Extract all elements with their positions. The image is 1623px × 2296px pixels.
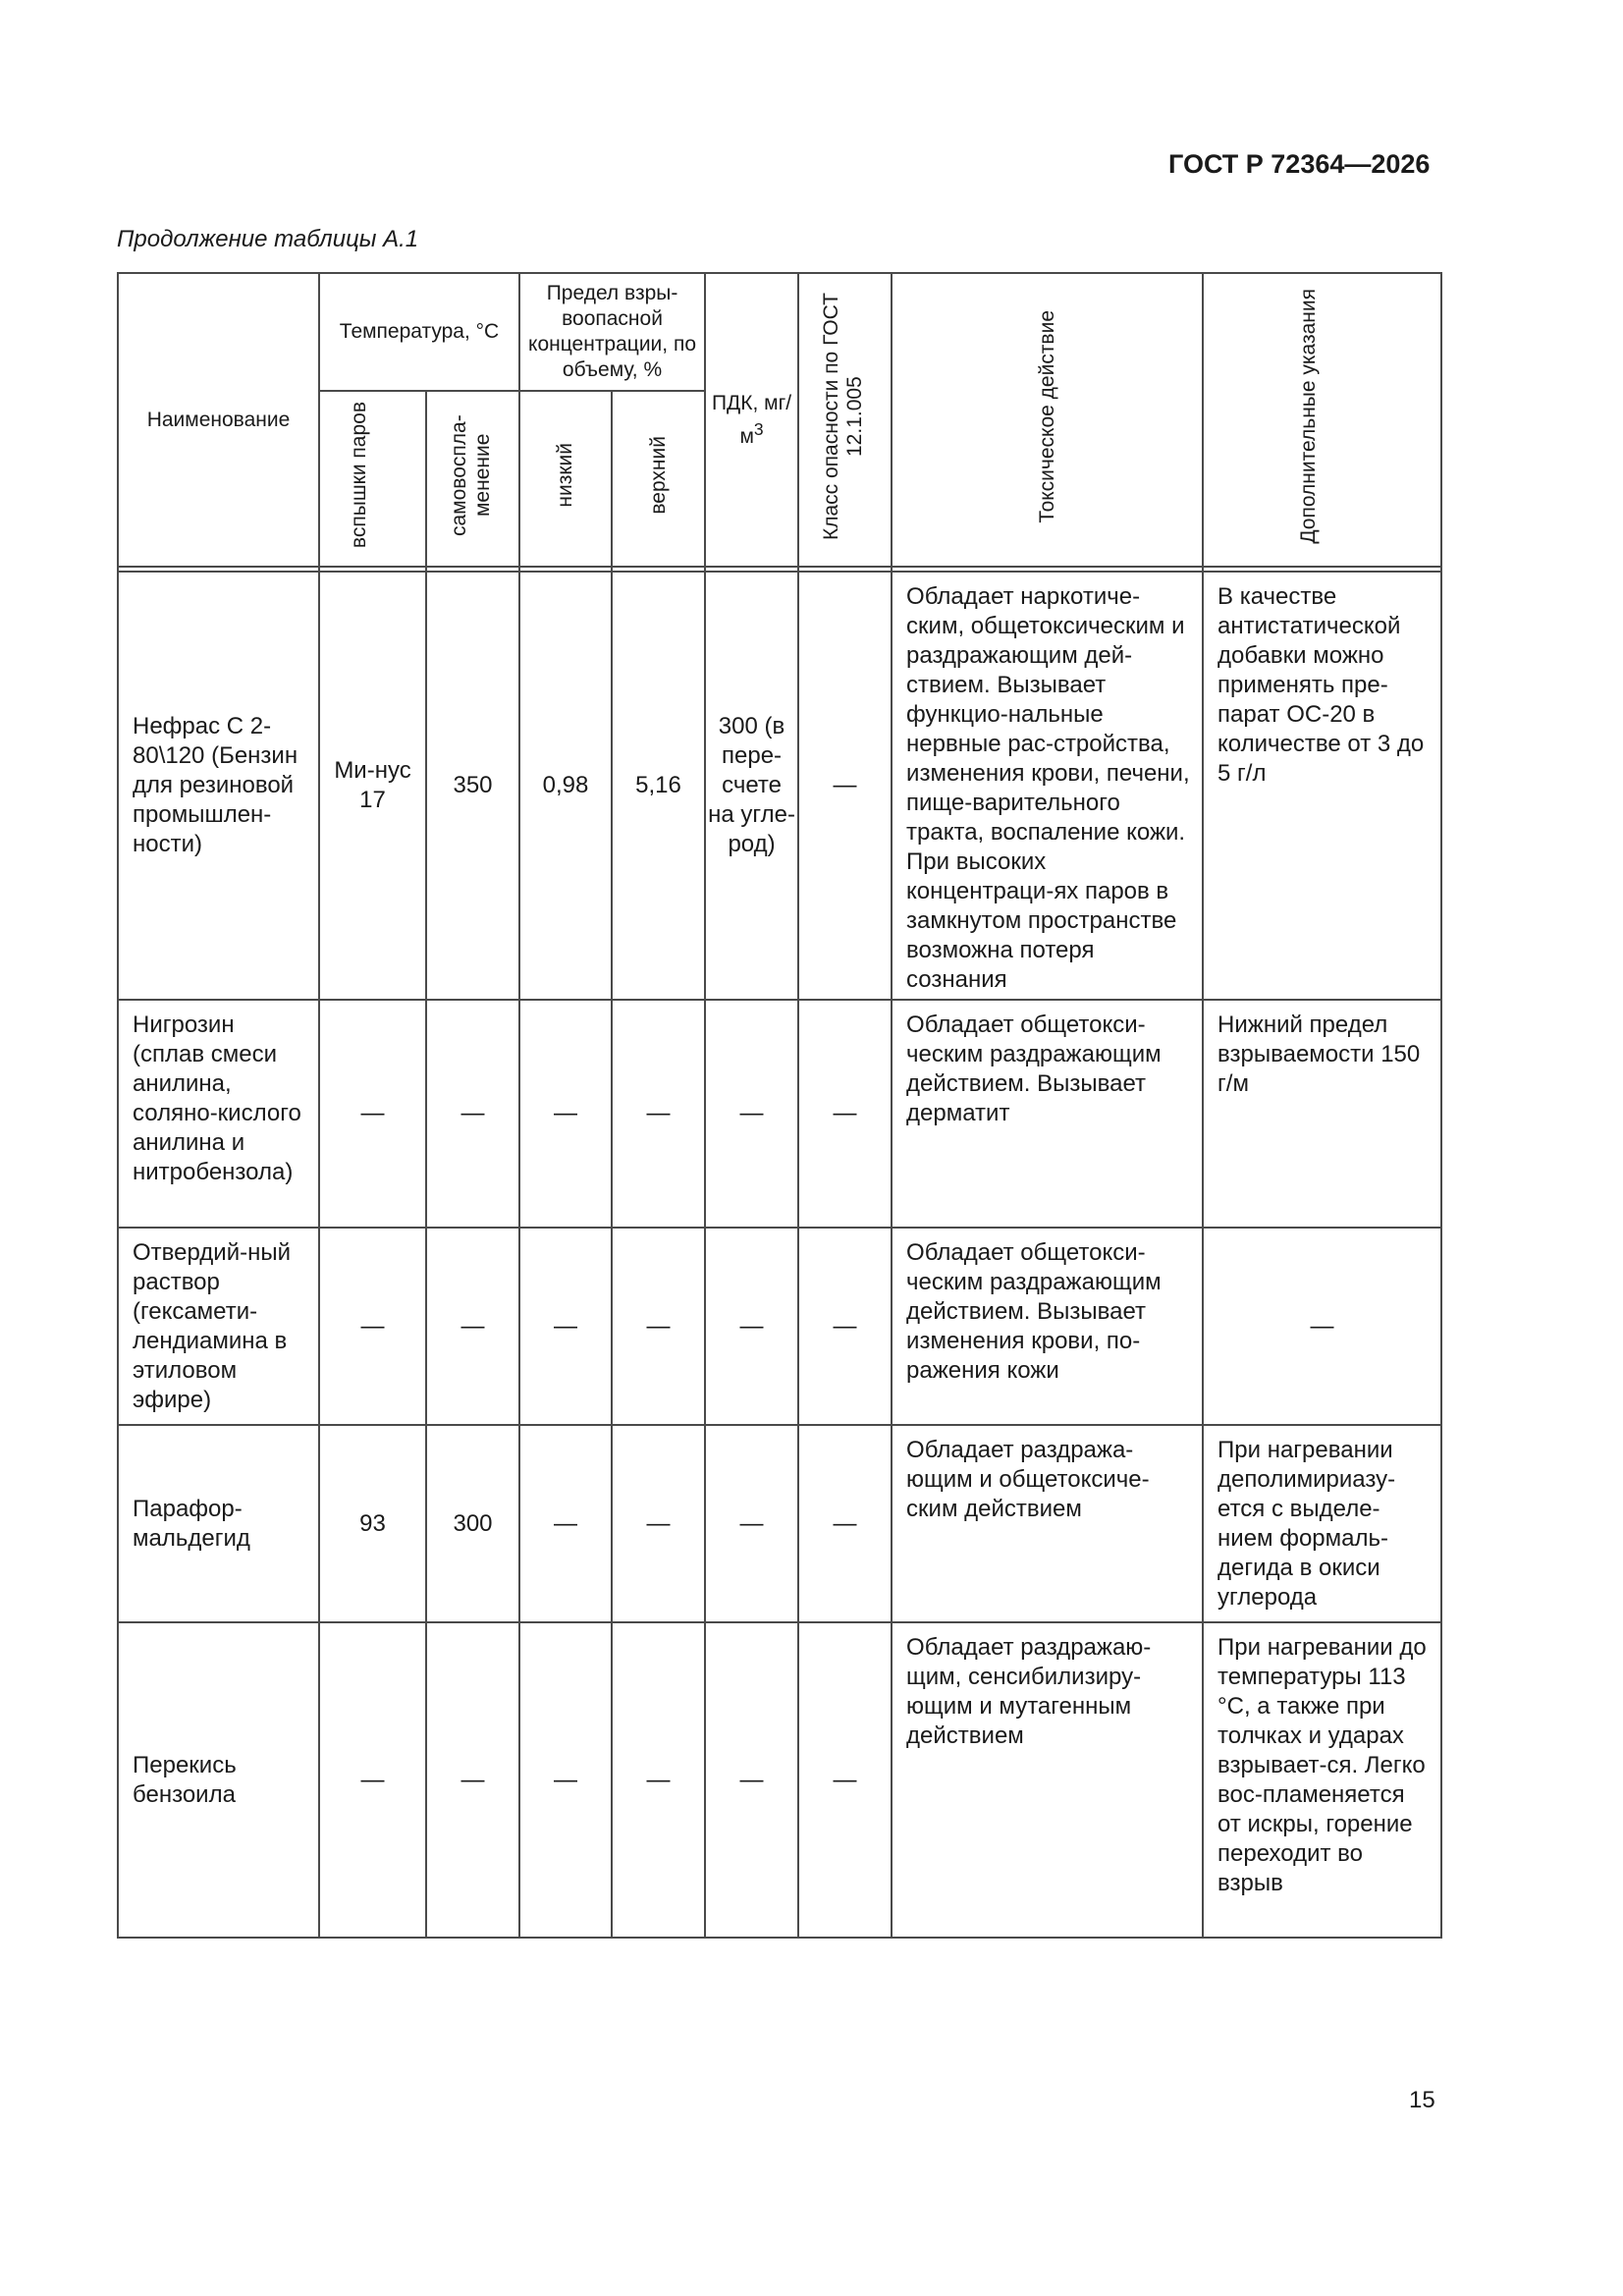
cell-toxic: Обладает раздража-ющим и общетоксиче-ским действием <box>892 1425 1203 1622</box>
cell-flash: 93 <box>319 1425 426 1622</box>
cell-hazard-class: — <box>798 1622 892 1938</box>
document-id: ГОСТ Р 72364—2026 <box>1168 149 1431 179</box>
cell-lower: — <box>519 1228 612 1425</box>
header-flash-text: вспышки паров <box>347 402 370 549</box>
table-header <box>118 273 1441 567</box>
cell-autoignition: 350 <box>426 572 519 1000</box>
table-body <box>118 567 1441 1938</box>
header-notes-text: Дополнительные указания <box>1296 289 1320 544</box>
cell-flash: — <box>319 1228 426 1425</box>
cell-hazard-class: — <box>798 572 892 1000</box>
table-row <box>118 1425 1441 1622</box>
cell-name: Перекись бензоила <box>118 1622 319 1938</box>
header-hazard-class-text: Класс опасности по ГОСТ 12.1.005 <box>819 293 866 540</box>
cell-pdk: — <box>705 1622 798 1938</box>
cell-upper: — <box>612 1425 705 1622</box>
cell-upper: — <box>612 1622 705 1938</box>
cell-toxic: Обладает наркотиче-ским, общетоксическим и раздражающим дей-ствием. Вызывает функцио-нальные нервные рас-стройства, изменения крови, печени, пище-варительного тракта, воспаление кожи. При высоких концентраци-ях паров в замкнутом пространстве возможна потеря сознания <box>892 572 1203 1000</box>
table-row <box>118 572 1441 1000</box>
header-pdk-superscript: 3 <box>753 418 764 439</box>
header-lower <box>519 391 612 567</box>
cell-name: Отвердий-ный раствор (гексамети-лендиамина в этиловом эфире) <box>118 1228 319 1425</box>
header-notes <box>1203 273 1441 567</box>
header-temperature: Температура, °С <box>319 273 519 391</box>
cell-notes: При нагревании до температуры 113 °С, а также при толчках и ударах взрывает-ся. Легко вос-пламеняется от искры, горение переходит во взрыв <box>1203 1622 1441 1938</box>
cell-hazard-class: — <box>798 1000 892 1228</box>
header-pdk <box>705 273 798 567</box>
header-autoignition-text: самовоспла-менение <box>447 414 494 536</box>
cell-autoignition: — <box>426 1000 519 1228</box>
cell-flash: Ми-нус 17 <box>319 572 426 1000</box>
cell-toxic: Обладает общетокси-ческим раздражающим действием. Вызывает изменения крови, по-ражения кожи <box>892 1228 1203 1425</box>
cell-hazard-class: — <box>798 1228 892 1425</box>
cell-lower: 0,98 <box>519 572 612 1000</box>
cell-lower: — <box>519 1622 612 1938</box>
header-autoignition <box>426 391 519 567</box>
header-pdk-text: ПДК, мг/м <box>711 391 792 448</box>
header-flash <box>319 391 426 567</box>
cell-name: Нигрозин (сплав смеси анилина, соляно-кислого анилина и нитробензола) <box>118 1000 319 1228</box>
cell-toxic: Обладает общетокси-ческим раздражающим действием. Вызывает дерматит <box>892 1000 1203 1228</box>
header-toxic <box>892 273 1203 567</box>
header-hazard-class <box>798 273 892 567</box>
header-upper <box>612 391 705 567</box>
cell-name: Нефрас С 2-80\120 (Бензин для резиновой промышлен-ности) <box>118 572 319 1000</box>
cell-notes: При нагревании деполимириазу-ется с выделе-нием формаль-дегида в окиси углерода <box>1203 1425 1441 1622</box>
table-row <box>118 1622 1441 1938</box>
table-row <box>118 1000 1441 1228</box>
cell-pdk: — <box>705 1425 798 1622</box>
header-upper-text: верхний <box>646 436 670 515</box>
cell-pdk: — <box>705 1000 798 1228</box>
cell-notes: Нижний предел взрываемости 150 г/м <box>1203 1000 1441 1228</box>
header-name: Наименование <box>118 273 319 567</box>
cell-lower: — <box>519 1425 612 1622</box>
cell-pdk: — <box>705 1228 798 1425</box>
header-toxic-text: Токсическое действие <box>1035 309 1058 523</box>
header-lower-text: низкий <box>554 443 577 508</box>
header-explosive-limit: Предел взры-воопасной концентрации, по объему, % <box>519 273 705 391</box>
cell-autoignition: 300 <box>426 1425 519 1622</box>
cell-upper: — <box>612 1228 705 1425</box>
cell-name: Парафор-мальдегид <box>118 1425 319 1622</box>
cell-toxic: Обладает раздражаю-щим, сенсибилизиру-ющим и мутагенным действием <box>892 1622 1203 1938</box>
cell-upper: — <box>612 1000 705 1228</box>
cell-upper: 5,16 <box>612 572 705 1000</box>
page-number: 15 <box>1409 2087 1435 2113</box>
cell-autoignition: — <box>426 1228 519 1425</box>
cell-pdk: 300 (в пере-счете на угле-род) <box>705 572 798 1000</box>
table-row <box>118 1228 1441 1425</box>
cell-autoignition: — <box>426 1622 519 1938</box>
cell-notes: В качестве антистатической добавки можно применять пре-парат ОС-20 в количестве от 3 до 5 г/л <box>1203 572 1441 1000</box>
cell-flash: — <box>319 1622 426 1938</box>
table-caption: Продолжение таблицы А.1 <box>117 226 419 252</box>
cell-lower: — <box>519 1000 612 1228</box>
cell-flash: — <box>319 1000 426 1228</box>
cell-hazard-class: — <box>798 1425 892 1622</box>
hazard-table <box>117 272 1442 1939</box>
cell-notes: — <box>1203 1228 1441 1425</box>
